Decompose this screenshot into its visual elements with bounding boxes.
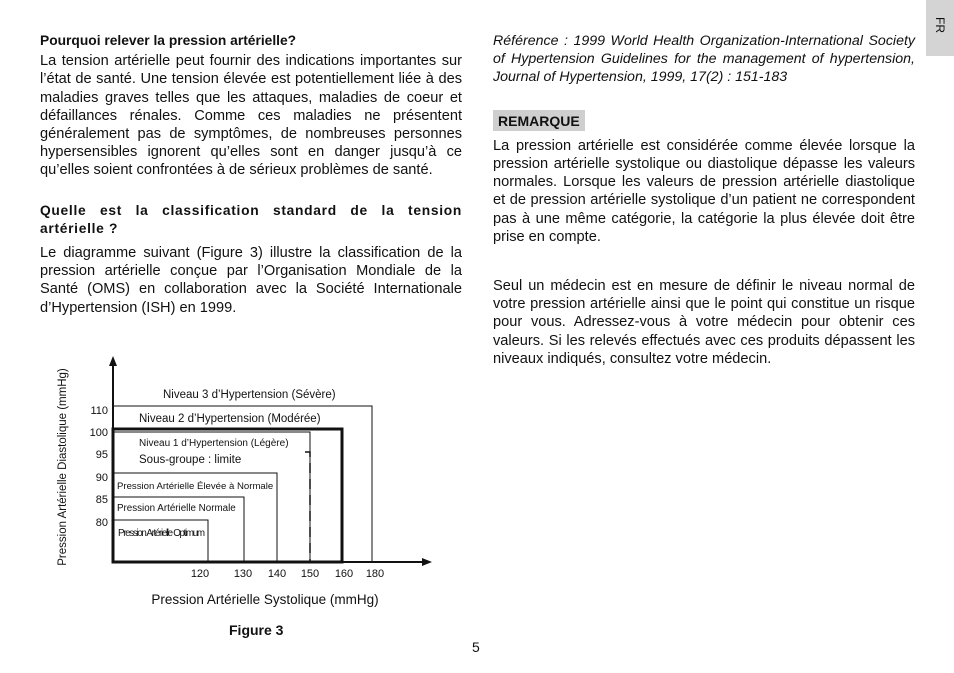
y-tick: 80: [95, 517, 108, 529]
y-tick: 110: [90, 405, 108, 417]
x-tick: 160: [334, 568, 354, 580]
x-tick: 140: [267, 568, 287, 580]
y-tick: 95: [95, 449, 108, 461]
q2-heading: Quelle est la classification standard de la tension artérielle ?: [40, 202, 462, 236]
remark-tag: REMARQUE: [493, 110, 585, 131]
x-axis-arrow: [422, 558, 432, 566]
y-tick: 85: [95, 494, 108, 506]
x-tick: 120: [190, 568, 210, 580]
subgroup-boundary: [305, 452, 310, 562]
figure-caption: Figure 3: [229, 622, 284, 638]
region-optimum: [113, 520, 208, 562]
label-normal: Pression Artérielle Normale: [117, 503, 236, 514]
doctor-body: Seul un médecin est en mesure de définir le niveau normal de votre pression artérielle ainsi que le point qui constitue un risque pour vous. Adressez-vous à votre médecin pour obtenir ces valeurs. Si les relevés effectués avec ces produits dépassent les niveaux indiqués, consultez votre médecin.: [493, 278, 915, 367]
x-tick: 130: [233, 568, 253, 580]
y-tick: 100: [89, 427, 108, 439]
y-axis-arrow: [109, 356, 117, 366]
y-axis-label: Pression Artérielle Diastolique (mmHg): [57, 368, 69, 566]
x-tick: 150: [300, 568, 320, 580]
reference-text: Référence : 1999 World Health Organization-International Society of Hypertension Guidelines for the management of hypertension, Journal of Hypertension, 1999, 17(2) : 151-183: [493, 33, 915, 86]
q1-heading: Pourquoi relever la pression artérielle?: [40, 33, 297, 48]
x-axis-label: Pression Artérielle Systolique (mmHg): [151, 592, 379, 607]
remark-body: La pression artérielle est considérée comme élevée lorsque la pression artérielle systolique ou diastolique dépasse les valeurs normales. Lorsque les valeurs de pression artérielle diastolique et de pression artérielle systolique d’un patient ne correspondent pas à une même catégorie, la catégorie la plus élevée doit être prise en compte.: [493, 137, 915, 245]
page-number: 5: [472, 639, 480, 655]
label-level2: Niveau 2 d’Hypertension (Modérée): [139, 413, 321, 425]
y-tick: 90: [95, 472, 108, 484]
label-level3: Niveau 3 d’Hypertension (Sévère): [163, 389, 336, 401]
label-optimum: Pression Artérielle Optimum: [118, 528, 206, 539]
label-high-normal: Pression Artérielle Élevée à Normale: [117, 481, 274, 492]
language-tab-label: FR: [933, 17, 947, 33]
q2-body: Le diagramme suivant (Figure 3) illustre la classification de la pression artérielle conçue par l’Organisation Mondiale de la Santé (OMS) en collaboration avec la Société Internationale d’Hypertension (ISH) en 1999.: [40, 245, 462, 316]
label-subgroup: Sous-groupe : limite: [139, 454, 242, 466]
label-level1: Niveau 1 d’Hypertension (Légère): [139, 438, 289, 449]
q1-body: La tension artérielle peut fournir des indications importantes sur l’état de santé. Une tension élevée est potentiellement liée à des maladies graves telles que les attaques, maladies de coeur et défaillances rénales. Comme ces maladies ne présentent généralement pas de symptômes, de nombreuses personnes hypersensibles ignorent qu’elles sont en danger jusqu’à ce qu’elles soient confrontées à de sérieux problèmes de santé.: [40, 53, 462, 179]
x-tick: 180: [365, 568, 385, 580]
